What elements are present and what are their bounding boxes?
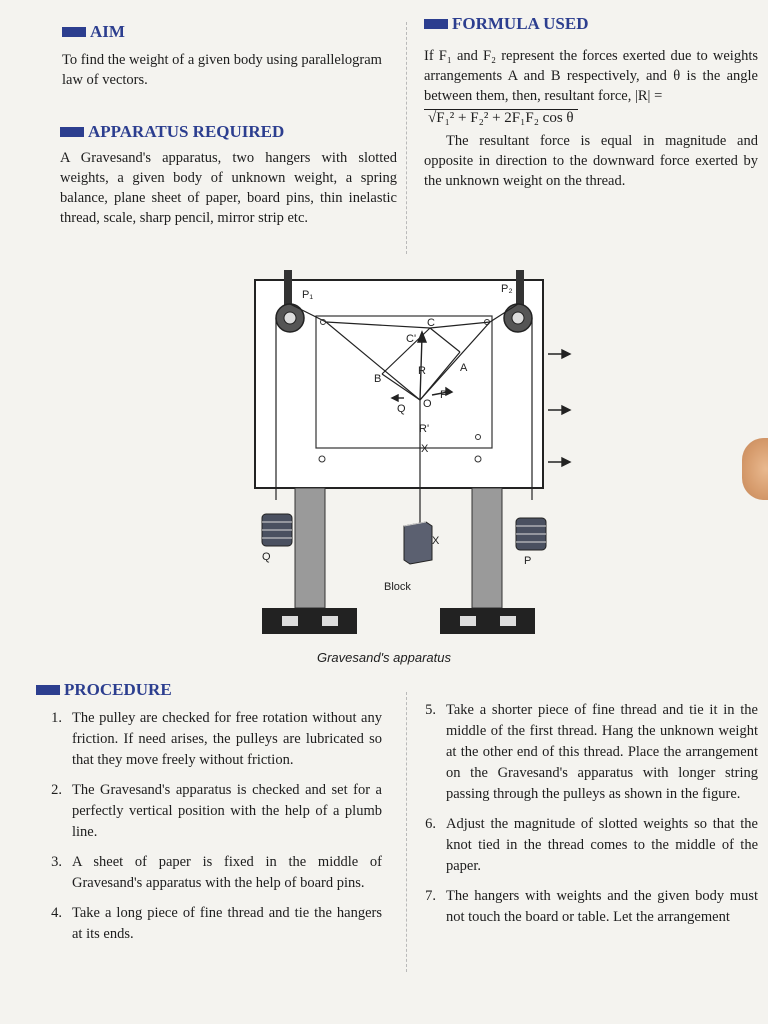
formula-note: The resultant force is equal in magnitude and opposite in direction to the downward force exerted by the unknown weight on the thread. (424, 133, 758, 189)
label-q-vector: Q (397, 403, 406, 415)
column-divider (406, 692, 407, 972)
procedure-step: 2. The Gravesand's apparatus is checked and set for a perfectly vertical position with the help of a plumb line. (51, 782, 382, 840)
label-o: O (423, 398, 432, 410)
apparatus-text: A Gravesand's apparatus, two hangers with slotted weights, a given body of unknown weight, a spring balance, plane sheet of paper, board pins, thin inelastic thread, scale, sharp pencil, mirror strip etc. (60, 150, 397, 226)
procedure-step: 6. Adjust the magnitude of slotted weights so that the knot tied in the thread comes to the middle of the paper. (425, 816, 758, 874)
label-r: R (418, 365, 426, 377)
label-c-prime: C' (406, 333, 417, 345)
procedure-step: 3. A sheet of paper is fixed in the middle of Gravesand's apparatus with the help of board pins. (51, 854, 382, 891)
aim-section (62, 22, 397, 90)
label-x: X (421, 443, 429, 455)
resultant-formula: √F₁² + F₂² + 2F₁F₂ cos θ (424, 110, 758, 127)
formula-heading: FORMULA USED (424, 14, 758, 34)
aim-heading: AIM (62, 22, 397, 42)
procedure-step: 4. Take a long piece of fine thread and tie the hangers at its ends. (51, 905, 382, 942)
label-c: C (427, 317, 435, 329)
formula-intro: If F₁ and F₂ represent the forces exerted due to weights arrangements A and B respectively, and θ is the angle between them, then, resultant force, |R| = (424, 48, 758, 104)
procedure-step: 1. The pulley are checked for free rotation without any friction. If need arises, the pulleys are lubricated so that they move freely without friction. (51, 710, 382, 768)
heading-bar-icon (60, 127, 84, 137)
procedure-heading: PROCEDURE (36, 680, 382, 700)
stand (262, 488, 535, 634)
procedure-step: 7. The hangers with weights and the given body must not touch the board or table. Let the arrangement (425, 888, 758, 925)
apparatus-heading: APPARATUS REQUIRED (60, 122, 397, 142)
procedure-section-left (36, 680, 382, 954)
unknown-block-icon (404, 522, 432, 564)
label-block: Block (384, 581, 411, 593)
label-x-block: X (432, 535, 440, 547)
aim-text: To find the weight of a given body using parallelogram law of vectors. (62, 52, 382, 88)
slotted-weights-left-icon (262, 514, 292, 546)
label-p1: P₁ (302, 289, 314, 301)
procedure-list-left (36, 708, 382, 945)
label-p-vector: P (440, 389, 448, 401)
label-q: Q (262, 551, 271, 563)
figure-caption: Gravesand's apparatus (316, 650, 451, 665)
slotted-weights-right-icon (516, 518, 546, 550)
procedure-list-right (410, 700, 758, 928)
gravesand-apparatus-figure (0, 270, 768, 650)
thumb-photo-artifact (742, 438, 768, 500)
label-p: P (524, 555, 532, 567)
label-p2: P₂ (501, 283, 513, 295)
apparatus-section (60, 122, 397, 228)
label-a: A (460, 362, 468, 374)
heading-bar-icon (62, 27, 86, 37)
procedure-step: 5. Take a shorter piece of fine thread and tie it in the middle of the first thread. Hang the unknown weight at the other end of this thread. Place the arrangement on the Gravesand's apparatus with longer string passing through the pulleys as shown in the figure. (425, 702, 758, 802)
label-r-prime: R' (419, 423, 430, 435)
formula-section (424, 14, 758, 191)
procedure-section-right (410, 700, 758, 937)
heading-bar-icon (36, 685, 60, 695)
label-b: B (374, 373, 382, 385)
column-divider (406, 22, 407, 254)
heading-bar-icon (424, 19, 448, 29)
